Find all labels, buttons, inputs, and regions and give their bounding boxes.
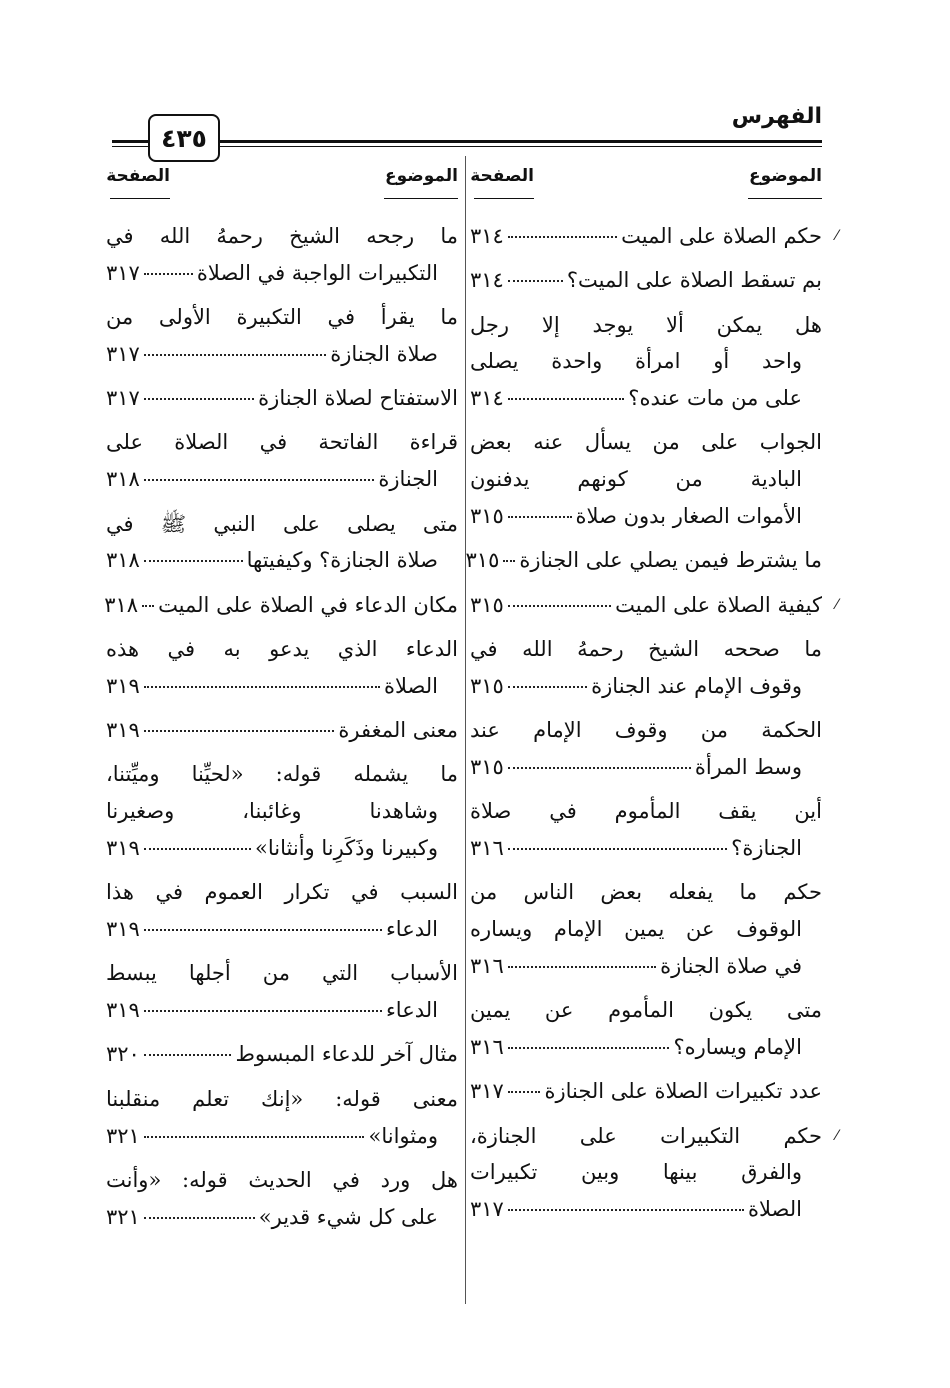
entry-page-number: ٣١٤	[470, 268, 504, 293]
index-entry	[106, 506, 458, 580]
entry-line	[470, 668, 822, 705]
entry-line	[470, 830, 822, 867]
dot-leader	[508, 1091, 541, 1093]
entry-text: وكبيرنا وذَكَرِنا وأنثانا»	[255, 835, 438, 860]
entry-line: ما رجحه الشيخ رحمهُ الله في	[106, 224, 458, 248]
index-entry	[106, 1081, 458, 1155]
entry-line: الدعاء الذي يدعو به في هذه	[106, 636, 458, 661]
index-entry	[470, 992, 822, 1066]
left-page-header-underline	[110, 198, 170, 199]
entry-text: الصلاة	[384, 673, 438, 698]
entry-text: معنى المغفرة	[338, 718, 458, 743]
entry-text: الدعاء	[385, 917, 438, 942]
entry-line	[106, 1118, 458, 1155]
entry-line: الجواب على من يسأل عنه بعض	[470, 430, 822, 455]
entry-gap	[106, 292, 458, 300]
entry-line	[106, 587, 458, 624]
entry-gap	[106, 417, 458, 425]
entry-line: ما يقرأ في التكبيرة الأولى من	[106, 305, 458, 330]
entry-line	[106, 542, 458, 579]
page-number-box	[148, 114, 220, 162]
dot-leader	[144, 1010, 382, 1012]
entry-line: واحد أو امرأة واحدة يصلى	[470, 349, 802, 374]
entry-line	[470, 1073, 822, 1110]
entry-line: الوقوف عن يمين الإمام ويساره	[470, 917, 802, 942]
page-number: ٤٣٥	[161, 123, 207, 153]
dot-leader	[508, 280, 563, 282]
entry-text: كيفية الصلاة على الميت	[615, 592, 822, 617]
entry-text: الدعاء	[385, 998, 438, 1023]
entry-line: السبب في تكرار العموم في هذا	[106, 880, 458, 905]
index-entry	[106, 756, 458, 866]
entry-gap	[470, 535, 822, 543]
dot-leader	[144, 560, 243, 562]
left-topic-header-underline	[384, 198, 458, 199]
entry-gap	[470, 705, 822, 713]
dot-leader	[144, 1136, 365, 1138]
dot-leader	[144, 929, 382, 931]
entry-line	[470, 1029, 822, 1066]
entry-page-number: ٣١٧	[470, 1079, 504, 1104]
entry-gap	[106, 373, 458, 381]
index-entry	[106, 874, 458, 948]
dot-leader	[144, 1054, 232, 1056]
entry-text: على كل شيء قدير»	[258, 1204, 438, 1229]
entry-gap	[106, 867, 458, 875]
entry-page-number: ٣١٥	[470, 504, 504, 529]
entry-line	[470, 1191, 822, 1228]
entry-line	[470, 587, 838, 624]
check-mark-icon: ⁄	[835, 596, 838, 613]
entry-gap	[470, 417, 822, 425]
index-entry	[106, 299, 458, 373]
entry-page-number: ٣١٩	[106, 998, 140, 1023]
entry-text: عدد تكبيرات الصلاة على الجنازة	[544, 1079, 822, 1104]
entry-line: ما يشمله قوله: «لحيِّنا وميِّتنا،	[106, 762, 458, 787]
index-entry	[106, 1036, 458, 1073]
dot-leader	[508, 1047, 670, 1049]
left-page-header: الصفحة	[106, 166, 170, 186]
header-rule-right-thin	[218, 146, 822, 147]
right-page-header-underline	[474, 198, 534, 199]
header-rule-left-thin	[112, 146, 148, 147]
dot-leader	[508, 516, 572, 518]
entry-page-number: ٣١٧	[470, 1197, 504, 1222]
index-entry	[470, 218, 838, 255]
entry-page-number: ٣١٧	[106, 260, 140, 285]
dot-leader	[508, 236, 617, 238]
entry-page-number: ٣١٤	[470, 386, 504, 411]
entry-gap	[470, 1066, 822, 1074]
dot-leader	[508, 1209, 744, 1211]
index-entry	[470, 307, 822, 417]
entry-line: هل ورد في الحديث قوله: «وأنت	[106, 1167, 458, 1192]
entry-text: صلاة الجنازة	[330, 341, 438, 366]
dot-leader	[503, 560, 515, 562]
entry-page-number: ٣١٤	[470, 224, 504, 248]
check-mark-icon: ⁄	[835, 1127, 838, 1144]
entry-gap	[470, 579, 822, 587]
entry-page-number: ٣١٨	[106, 548, 140, 573]
entry-text: على من مات عنده؟	[628, 386, 802, 411]
entry-page-number: ٣١٥	[470, 673, 504, 698]
dot-leader	[144, 354, 326, 356]
index-entry	[106, 380, 458, 417]
entry-gap	[106, 749, 458, 757]
entry-line: متى يصلى على النبي ﷺ في	[106, 511, 458, 536]
entry-line	[106, 668, 458, 705]
entry-text: ومثوانا»	[368, 1123, 438, 1148]
header-rule-left	[112, 140, 148, 143]
entry-page-number: ٣٢٠	[106, 1042, 140, 1067]
entry-page-number: ٣١٩	[106, 718, 140, 743]
entry-line: هل يمكن ألا يوجد إلا رجل	[470, 312, 822, 337]
entry-line	[470, 948, 822, 985]
entry-line	[106, 461, 458, 498]
entry-page-number: ٣١٦	[470, 953, 504, 978]
entry-line: الحكمة من وقوف الإمام عند	[470, 718, 822, 743]
index-entry	[470, 424, 822, 534]
entry-gap	[106, 1073, 458, 1081]
index-entry	[470, 874, 822, 984]
entry-text: الاستفتاح لصلاة الجنازة	[258, 386, 458, 411]
dot-leader	[144, 848, 251, 850]
entry-gap	[106, 705, 458, 713]
index-entry	[106, 218, 458, 292]
entry-line: حكم التكبيرات على الجنازة، ⁄	[470, 1118, 822, 1155]
dot-leader	[508, 848, 727, 850]
header-rule-right	[218, 140, 822, 143]
entry-line	[106, 911, 458, 948]
index-entry	[106, 631, 458, 705]
entry-text: الجنازة	[378, 467, 438, 492]
check-mark-icon: ⁄	[835, 228, 838, 244]
dot-leader	[144, 730, 335, 732]
entry-text: الجنازة؟	[731, 835, 802, 860]
entry-line: متى يكون المأموم عن يمين	[470, 998, 822, 1023]
entry-line	[106, 992, 458, 1029]
entry-line	[106, 336, 458, 373]
entry-line	[106, 830, 458, 867]
entry-gap	[106, 1154, 458, 1162]
entry-page-number: ٣١٧	[106, 386, 140, 411]
entry-text: حكم الصلاة على الميت	[621, 224, 822, 248]
entry-gap	[106, 1029, 458, 1037]
entry-text: في صلاة الجنازة	[660, 953, 802, 978]
entry-text: الأموات الصغار بدون صلاة	[575, 504, 802, 529]
entry-line: أين يقف المأموم في صلاة	[470, 799, 822, 824]
entry-page-number: ٣١٨	[104, 592, 139, 617]
entry-page-number: ٣١٦	[470, 1034, 504, 1059]
entry-gap	[106, 498, 458, 506]
index-entry	[465, 542, 822, 579]
index-entry	[106, 955, 458, 1029]
entry-text: الإمام ويساره؟	[673, 1034, 802, 1059]
entry-line: حكم ما يفعله بعض الناس من	[470, 880, 822, 905]
entry-gap	[106, 1235, 458, 1243]
left-column-entries	[106, 218, 458, 1243]
entry-page-number: ٣٢١	[106, 1123, 140, 1148]
entry-text: وقوف الإمام عند الجنازة	[591, 673, 802, 698]
dot-leader	[508, 686, 587, 688]
entry-page-number: ٣١٦	[470, 835, 504, 860]
index-entry	[470, 712, 822, 786]
index-entry	[470, 1118, 838, 1228]
dot-leader	[508, 605, 611, 607]
running-title: الفهرس	[731, 104, 822, 129]
entry-gap	[106, 579, 458, 587]
index-entry	[106, 712, 458, 749]
entry-page-number: ٣١٥	[470, 754, 504, 779]
dot-leader	[144, 686, 380, 688]
index-entry	[106, 1162, 458, 1236]
index-entry	[470, 793, 822, 867]
index-entry	[470, 262, 822, 299]
index-entry	[470, 631, 822, 705]
entry-text: ما يشترط فيمن يصلي على الجنازة	[519, 548, 822, 573]
entry-gap	[470, 299, 822, 307]
dot-leader	[144, 273, 193, 275]
entry-line	[470, 498, 822, 535]
entry-text: صلاة الجنازة؟ وكيفيتها	[246, 548, 438, 573]
entry-line	[470, 380, 822, 417]
entry-line	[106, 712, 458, 749]
entry-line	[465, 542, 822, 579]
entry-line: قراءة الفاتحة في الصلاة على	[106, 430, 458, 455]
right-column-entries	[465, 218, 838, 1235]
index-entry	[470, 1073, 822, 1110]
dot-leader	[144, 479, 374, 481]
entry-page-number: ٣١٥	[470, 592, 504, 617]
entry-line	[470, 262, 822, 299]
entry-line	[470, 218, 838, 255]
entry-gap	[470, 255, 822, 263]
entry-line: ما صححه الشيخ رحمهُ الله في	[470, 636, 822, 661]
entry-gap	[470, 1228, 822, 1236]
entry-page-number: ٣١٨	[106, 467, 140, 492]
right-topic-header-underline	[748, 198, 822, 199]
left-topic-header: الموضوع	[385, 166, 458, 186]
dot-leader	[508, 398, 624, 400]
entry-text: بم تسقط الصلاة على الميت؟	[566, 268, 822, 293]
dot-leader	[508, 966, 656, 968]
entry-line: الأسباب التي من أجلها يبسط	[106, 961, 458, 986]
right-page-header: الصفحة	[470, 166, 534, 186]
entry-gap	[106, 623, 458, 631]
entry-text: وسط المرأة	[694, 754, 802, 779]
entry-text: الصلاة	[748, 1197, 802, 1222]
entry-page-number: ٣١٩	[106, 835, 140, 860]
dot-leader	[142, 605, 154, 607]
entry-gap	[106, 948, 458, 956]
dot-leader	[144, 398, 254, 400]
dot-leader	[144, 1217, 255, 1219]
entry-line	[470, 749, 822, 786]
column-divider	[465, 156, 466, 1304]
entry-line: البادية من كونهم يدفنون	[470, 467, 802, 492]
entry-text: مثال آخر للدعاء المبسوط	[235, 1042, 458, 1067]
entry-line	[106, 1036, 458, 1073]
right-topic-header: الموضوع	[749, 166, 822, 186]
entry-gap	[470, 1110, 822, 1118]
index-entry	[106, 424, 458, 498]
entry-line	[106, 255, 458, 292]
index-entry	[106, 587, 458, 624]
entry-page-number: ٣٢١	[106, 1204, 140, 1229]
entry-line: وشاهدنا وغائبنا، وصغيرنا	[106, 799, 438, 824]
entry-page-number: ٣١٥	[465, 548, 500, 573]
entry-gap	[470, 867, 822, 875]
dot-leader	[508, 767, 691, 769]
entry-text: مكان الدعاء في الصلاة على الميت	[158, 592, 458, 617]
entry-text: التكبيرات الواجبة في الصلاة	[196, 260, 438, 285]
entry-line	[106, 1199, 458, 1236]
index-entry	[470, 587, 838, 624]
entry-line: معنى قوله: «إنك تعلم منقلبنا	[106, 1086, 458, 1111]
entry-line: والفرق بينها وبين تكبيرات	[470, 1160, 802, 1185]
entry-line	[106, 380, 458, 417]
entry-page-number: ٣١٩	[106, 673, 140, 698]
entry-gap	[470, 623, 822, 631]
entry-page-number: ٣١٧	[106, 341, 140, 366]
entry-page-number: ٣١٩	[106, 917, 140, 942]
entry-gap	[470, 786, 822, 794]
entry-gap	[470, 985, 822, 993]
